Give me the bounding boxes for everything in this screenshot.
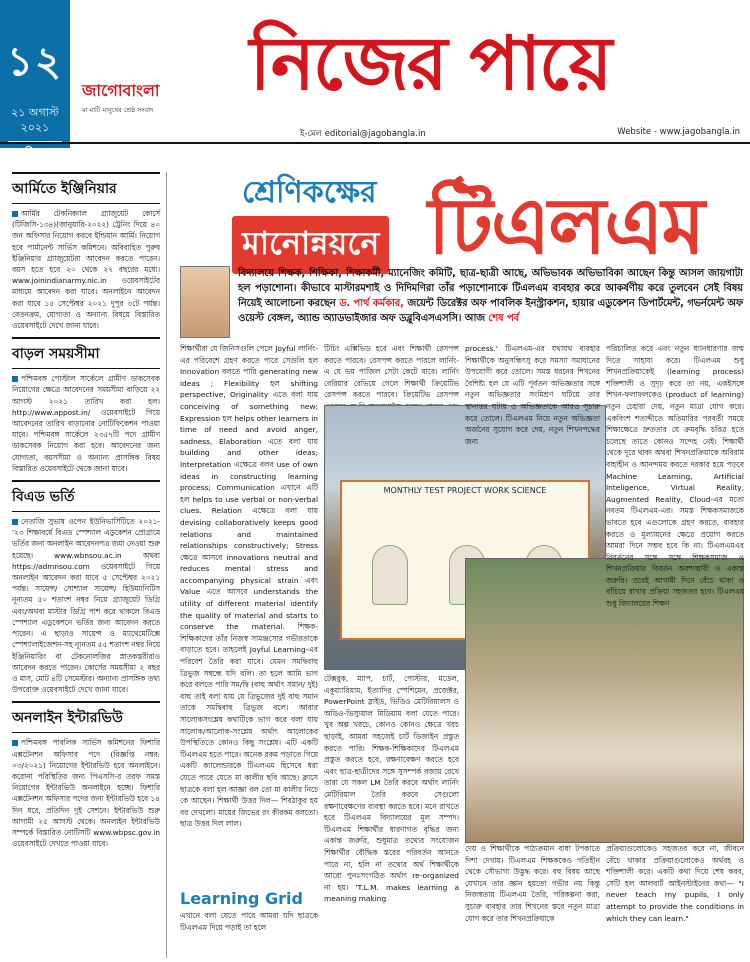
publisher-logo xyxy=(82,78,182,112)
sidebar-text: পশ্চিমবঙ্গ পাবলিক সার্ভিস কমিশনের ফিশারি এক্সটেনশন অফিসার পদে (বিজ্ঞপ্তি নম্বর: ০৩/২০২১) নিয়োগের ইন্টারভিউ হবে অনলাইনে। করোনা পরিস্থিতির জন্য পিএসসি-র তরফ সমস্ত নিয়োগের ইন্টারভিউ অনলাইনে হচ্ছে। ফিশারি এক্সটেনশন অফিসার পদের জন্য ইন্টারভিউ হবে ১৪ দিন ধরে, প্রতিদিন দুই সেশনে। ইন্টারভিউ শুরু আগামী ২৫ আগস্ট থেকে। অনলাইন ইন্টারভিউ সম্পর্কে বিস্তারিত নোটিসটি www.wbpsc.gov.in ওয়েবসাইটে দেখতে পাওয়া যাবে। xyxy=(12,738,160,849)
website-link: Website - www.jagobangla.in xyxy=(617,127,740,137)
sidebar-text: পশ্চিমবঙ্গ পোস্টাল সার্কেলে গ্রামীণ ডাকসেবক নিয়োগের ক্ষেত্রে আবেদনের সময়সীমা বাড়িয়ে ২২ আগস্ট ২০২১ তারিখ করা হল। http://www.appost.in/ ওয়েবসাইটে গিয়ে আবেদনের তারিখ বাড়ানোর নোটিফিকেশন পাওয়া যাবে। পশ্চিমবঙ্গ সার্কেলে ২৩৫৭টি পদে গ্রামীণ ডাকসেবক নিয়োগ করা হবে। আবেদনের জন্য যোগ্যতা, বয়সসীমা ও অন্যান্য প্রাসঙ্গিক বিষয় বিস্তারিত ওয়েবসাইটে থেকে জানা যাবে। xyxy=(12,374,160,473)
page-number: ১২ xyxy=(7,39,63,85)
article-column-2: টিচিং এক্সিভিড হবে এবং শিক্ষার্থী রেসপন্স করতে পারবে। রেসপন্স করতে পারলে লার্নিং-এ যে ভয় পাজিল সেটা কেটে যাবে। লার্নিং বেরিয়ার রেভিয়ে গেলে শিক্ষার্থী ক্রিয়েটিভ রেসপন্স করতে পারবে। ক্রিয়েটিভ রেসপন্স xyxy=(324,344,459,400)
sidebar-item xyxy=(12,701,160,849)
article-column-4: পরিচালিত করে এবং নতুন ধ্যানধারণার জন্ম দিতে সাহায্য করে। টিএলএম শুধু শিখনপ্রক্রিয়াকেই (learning process) শক্তিশালী ও সুদৃঢ় করে তা নয়, একইসঙ্গে শিখন-ফলাফলকেও (product of learning) নতুন চেহারা দেয়, নতুন মাত্রা যোগ করে। একবিংশ শতাব্দীতে অতিমারির পরবর্তী সময়ে শিক্ষাক্ষেত্রে দ্রুততার যে ক্রমবৃদ্ধি চরিত্র হতে চলেছে তাতে কোনও সন্দেহ নেই। শিক্ষার্থী থেকে দূরে থাকা অথবা শিখনপ্রক্রিয়াকে অবিরাম বাহাহীন ও আনন্দময় করতে দরকার হয়ে পড়বে Machine Learning, Artificial Inteligence, Virtual Reality, Augmented Reality, Cloud-এর মতো নবতম টিএলএম-এর। সমস্ত শিক্ষকসমাজকে ভাবতে হবে এগুলোকে গ্রহণ করতে, ব্যবহার করতে ও মূল্যায়নের ক্ষেত্রে প্রয়োগ করতে আমরা দিনে সম্ভব হবে কি না। টিএলএমএর বিবর্তনের সঙ্গে সঙ্গে শিক্ষকসমাজ ও শিখনপ্রক্রিয়ার বিবর্তন অবশ্যম্ভাবী ও একান্ত জরুরি। তবেই আগামী দিনে বেঁচে থাকা ও বাঁচিয়ে রাখার প্রক্রিয়া সহজতর হবে। টিএলএম শুধু বিদ্যালয়ের শিক্ষণ xyxy=(606,344,744,609)
article-headline xyxy=(180,158,740,278)
sidebar-text: আর্মির টেকনিক্যাল গ্র্যাজুয়েট কোর্সে (টিজিসি-১৩৪)(জানুয়ারি-২০২২) ট্রেনিং দিয়ে ৪০ জন অফিসার নিয়োগ করবে ইন্ডিয়ান আর্মি। নিয়োগ হবে পার্মানেন্ট সার্ভিস কমিশনে। অবিবাহিত পুরুষ ইঞ্জিনিয়ার গ্র্যাজুয়েটরা আবেদন করতে পারেন। বয়স হতে হবে ২০ থেকে ২৭ বছরের মধ্যে। www.joinindianarmy.nic.in ওয়েবসাইটের মাধ্যমে আবেদন করা যাবে। অনলাইনে আবেদন করা যাবে ১৫ সেপ্টেম্বর ২০২১ দুপুর ৩টে পর্যন্ত। বেতনক্রম, যোগ্যতা ও অন্যান্য বিষয়ে বিস্তারিত ওয়েবসাইটে দেখে জানা যাবে। xyxy=(12,209,160,331)
sidebar-heading: অনলাইন ইন্টারভিউ xyxy=(12,701,160,733)
sidebar-item xyxy=(12,172,160,331)
sidebar-body xyxy=(12,516,160,695)
student-figure xyxy=(372,545,408,605)
intro-text: বিদ্যালয়ে শিক্ষক, শিক্ষিকা, শিক্ষাকর্মী, ম্যানেজিং কমিটি, ছাত্র-ছাত্রী আছে, অভিভাবক অভিভাবিকা আছেন কিন্তু আসল জায়গাটা হল পড়াশোনা। কীভাবে মাস্টারমশাই ও দিদিমণিরা তাঁর পড়াশোনাকে টিএলএম ব্যবহার করে আকর্ষণীয় করে তুলবেন সেই বিষয় নিয়েই আলোচনা করছেন xyxy=(238,268,743,309)
subheading: Learning Grid xyxy=(180,889,303,908)
classroom-activity-photo xyxy=(465,558,744,843)
sidebar-text: নেতাজি সুভাষ ওপেন ইউনিভার্সিটিতে ২০২১-'২৩ শিক্ষাবর্ষে বিএড স্পেশ্যাল এডুকেশন প্রোগ্রামে ভর্তির জন্য অনলাইন আবেদনপত্র জমা নেওয়া শুরু হয়েছে। www.wbnsou.ac.in অথবা https://admnsou.com ওয়েবসাইটে গিয়ে অনলাইন আবেদন করা যাবে ৫ সেপ্টেম্বর ২০২১ পর্যন্ত। সায়েন্স/ সোশ্যাল সায়েন্স/ হিউম্যানিটিস নূন্যতম ৫০ শতাংশ নম্বর নিয়ে গ্র্যাজুয়েট ডিগ্রি এবং/অথবা মাস্টার ডিগ্রি পাশ করে থাকলে বিএড স্পেশ্যাল এডুকেশনে ভর্তির জন্য আবেদন করতে পারেন। এ ছাড়াও সায়েন্স ও ম্যাথেমেটিক্সে স্পেশ্যালাইজেশন-সহ ন্যূনতম ৫৫ শতাংশ নম্বর নিয়ে ইঞ্জিনিয়ারিং বা টেকনোলজির স্নাতকস্তরীরাও আবেদন করতে পারেন। কোর্সের সময়সীমা ২ বছর ও মাস, মোট ৪টি সেমেস্টার। অন্যান্য প্রাসঙ্গিক তথ্য উপরোক্ত ওয়েবসাইটে দেখে জানা যাবে। xyxy=(12,517,160,695)
sidebar-heading: বিএড ভর্তি xyxy=(12,480,160,512)
bullet-square-icon xyxy=(12,376,18,382)
article-column-1: শিক্ষার্থীরা যে জিনিসগুলি পেলে Joyful লার্নিং-এর পরিবেশে গ্রহণ করতে পারে সেগুলি হল Innovation বলতে পারি generating new ideas ; Flexibility হল shifting perspective, Originality এতে বলা যায় conceiving of something new; Expression হল helps other learners in time of need and avoid anger, sadness, Elaboration এতে বলা যায় building and other ideas; Interpretation এক্ষেত্রে বলব use of own ideas in constructing learning process; Communication এখানে এটি হল helps to use verbal or non-verbal clues. Relation এক্ষেত্রে বলা যায় devising collaboratively keeps good relations and maintained relationships constructively; Stress ক্ষেত্রে আসবে innovations neutral and reduces mental stress and accompanying physical strain এবং Value এতে আসবে understands the utility of different material identify the quality of material and starts to conserve the material. শিক্ষক-শিক্ষিকাদের তাঁর নিজস্ব সামঞ্জস্যের গভীরতাকে বাড়াতে হবে। তাহলেই Joyful Learning-এর পরিবেশ তৈরি করা যাবে। যেমন সমদ্বিবাহু ত্রিভুজ সম্বন্ধে যদি বলি। তা হলে আমি ভাগ করে বলতে পারি সম/দ্বি (বাহু অর্থাৎ সমান/ দুই) বাহু তাই বলা যায় যে ত্রিভুজের দুই বাহু সমান তাকে সমদ্বিবাহু ত্রিভুজ বলে। আবার সালোকসংশ্লেষ কথাটিকে ভাগ করে বলা যায় সালোক/আলোক-সংশ্লেষ অর্থাৎ আলোকের উপস্থিতিতে কোনও কিছু সংশ্লেষ। এটি একটি টিএলএম হতে পারে। অনেক রকম পড়াতে গিয়ে একটি ক্যালেন্ডারকে টিএলএম হিসেবে ধরা যেতে পারে যেতে মা কালীর ছবি আছে। ক্লাসে ছাত্রকে বলা হল আজ্ঞা বল তো মা কালীর নিচে কে আছেন। শিক্ষার্থী উত্তর দিল— শিবঠাকুর হয় বর দেখলো। মায়ের জিভের রং কীরকম বলতো। ছাত্র উত্তর দিল লাল। xyxy=(180,344,318,829)
masthead xyxy=(0,0,750,160)
bullet-square-icon xyxy=(12,740,18,746)
poster-text: MONTHLY TEST PROJECT WORK SCIENCE xyxy=(383,486,547,495)
publisher-name: জাগোবাংলা xyxy=(82,81,160,100)
article-column-3c: দেয় ও শিক্ষার্থীকে পাঠ্যক্রমান বাধা টপকাতে দিশা দেখায়। টিএলএম শিক্ষককেও গতিহীন থেকে সৌভাগ্য উদ্ভুদ্ধ করে। বহু বিষয় আছে যেখানে তার জ্ঞান হয়তো গভীর নয় কিন্তু নিজস্বতায় টিএলএম তৈরি, পরিকল্পনা করা, সুচারু ব্যবহার তার শিখনের স্তরে নতুন মাত্রা যোগ করে তার শিখনপ্রক্রিয়াকে xyxy=(465,844,600,923)
section-title-text: নিজের পায়ে xyxy=(249,20,611,107)
article-column-2b: টেক্সবুক, ম্যাপ, চার্ট, পোস্টার, মডেল, একুয়্যারিয়াম, ইত্যাদির স্পেশিমেন, প্রজেক্টর, PowerPoint স্লাইড, ভিডিও মেটিরিয়ালস ও অডিও-ভিস্যুয়াল মিডিয়াম বলা যেতে পারে। খুব অল্প খরচে, কোনও কোনও ক্ষেত্রে খরচ ছাড়াই, আমরা সহজেই চার্ট ডিজাইন প্রস্তুত করতে পারি। শিক্ষক-শিক্ষিকাদের টিএলএম প্রস্তুত করতে হবে, রক্ষণাবেক্ষণ করতে হবে এবং ছাত্র-ছাত্রীদের সঙ্গে সুসম্পর্ক বজায় রেখে তারা যে সকল LM তৈরি করবে অর্থাৎ লার্নিং মেটিরিয়াল তৈরি করবে সেগুলো রক্ষণাবেক্ষণের ব্যবস্থা করতে হবে। মনে রাখতে হবে টিএলএম বিদ্যালয়ের মূল সম্পদ। টিএলএম শিক্ষার্থীর ধারণাগত বৃদ্ধির জন্য একান্ত জরুরি, শুধুমাত্র তথ্যের সংযোজন শিক্ষার্থীর বৌদ্ধিক স্তরের পরিবর্তন আনতে পারে না, হলি না তথ্যের অর্থ শিক্ষার্থীকে আরো পুনঃসংগঠিত অর্থাৎ re-organized না হয়। 'T.L.M. makes learning a meaning making xyxy=(324,674,459,904)
author-name: ড. পার্থ কর্মকার, xyxy=(339,298,404,309)
sidebar-heading: আর্মিতে ইঞ্জিনিয়ার xyxy=(12,172,160,204)
issue-day: শনিবার xyxy=(8,141,62,165)
bullet-square-icon xyxy=(12,519,18,525)
author-role: জয়েন্ট ডিরেক্টর অফ পাবলিক ইনস্ট্রাকশন, হায়ার এডুকেশন ডিপার্টমেন্ট, গভর্নমেন্ট অফ ওয়েস্ট বেঙ্গল, অ্যান্ড অ্যাডভাইজার অফ ডব্লুবিএসএসসি। আজ xyxy=(238,298,743,324)
article-column-3: process.' টিএলএম-এর যথাযথ ব্যবহার শিক্ষার্থীকে অনুসন্ধিৎসু করে সমস্যা সমাধানের উপযোগী করে তোলে। সমস্ত ধরনের শিখনের বৈশিষ্ট্য হল যে এটি পূর্বতন অভিজ্ঞতার সঙ্গে নতুন অভিজ্ঞতার সংমিশ্রণ ঘটিয়ে তার স্থানান্তর ঘটায় ও অভিজ্ঞতাকে আরও সূচারু করে তোলে। টিএলএম নিয়ে নতুন অভিজ্ঞতা অর্জনের সুযোগ করে দেয়, নতুন শিখনপদ্ধের জন্য xyxy=(465,344,600,446)
headline-big: টিএলএম xyxy=(428,182,703,272)
sidebar-body xyxy=(12,208,160,331)
headline-line-1: শ্রেণিকক্ষের xyxy=(242,175,377,210)
sidebar-heading: বাড়ল সময়সীমা xyxy=(12,337,160,369)
article-intro xyxy=(238,266,743,346)
publisher-tagline: মা মাটি মানুষের শ্রেষ্ঠ সংবাদ xyxy=(82,106,154,114)
sidebar-item xyxy=(12,337,160,474)
sidebar-body xyxy=(12,373,160,474)
headline-line-2: মানোন্নয়নে xyxy=(232,216,389,274)
article-column-1b: এখানে বলা যেতে পারে আমরা যদি ছাত্রকে টিএলএম দিয়ে পড়াই তা হলে xyxy=(180,911,318,932)
sidebar-item xyxy=(12,480,160,695)
issue-date: ২১ অগাস্ট ২০২১ xyxy=(11,106,59,134)
masthead-rule xyxy=(0,142,750,144)
section-title xyxy=(200,14,660,124)
editorial-email: ই-মেল editorial@jagobangla.in xyxy=(300,129,426,139)
page-number-block xyxy=(0,0,70,160)
sidebar-body xyxy=(12,737,160,849)
sidebar-notices xyxy=(12,172,167,958)
author-photo xyxy=(180,266,230,338)
article-column-4b: প্রক্রিয়াগুলোকেও সহজতর করে না, জীবনে বেঁচে থাকার প্রক্রিয়াগুলোকেও অর্থবহ ও শক্তিশালী করে। একটি কথা দিয়ে শেষ করব, সেটি হল আলবার্ট আইনস্টাইনের কথা— "I never teach my pupils, I only attempt to provide the conditions in which they can learn." xyxy=(606,844,744,923)
bullet-square-icon xyxy=(12,211,18,217)
series-label: শেষ পর্ব xyxy=(488,313,520,324)
